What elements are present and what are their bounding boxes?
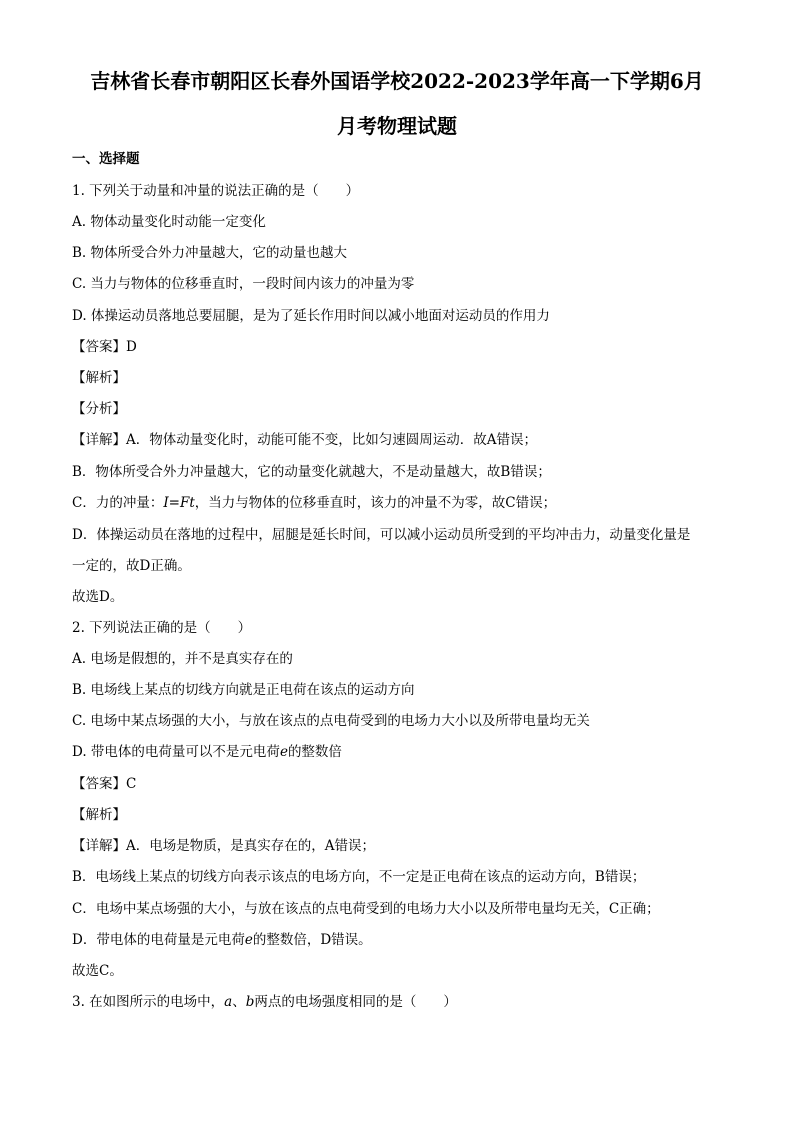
question-1-answer: 【答案】D bbox=[72, 339, 137, 355]
question-1-fenxi-label: 【分析】 bbox=[72, 401, 126, 417]
question-2-detail-b: B．电场线上某点的切线方向表示该点的电场方向，不一定是正电荷在该点的运动方向，B错误； bbox=[72, 869, 646, 885]
impulse-formula: I=Ft bbox=[163, 495, 195, 511]
document-title-line-2: 月考物理试题 bbox=[337, 114, 457, 138]
stem-prefix: 3. 在如图所示的电场中， bbox=[72, 994, 225, 1010]
question-1-stem: 1. 下列关于动量和冲量的说法正确的是（ ） bbox=[72, 183, 360, 199]
stem-suffix: 两点的电场强度相同的是（ ） bbox=[254, 994, 457, 1010]
question-2-stem: 2. 下列说法正确的是（ ） bbox=[72, 620, 252, 636]
detail-d-prefix: D．带电体的电荷量是元电荷 bbox=[72, 932, 245, 948]
document-title-line-1: 吉林省长春市朝阳区长春外国语学校2022-2023学年高一下学期6月 bbox=[90, 69, 704, 93]
question-2-detail-c: C．电场中某点场强的大小，与放在该点的点电荷受到的电场力大小以及所带电量均无关，C正确； bbox=[72, 901, 660, 917]
option-d-prefix: D. 带电体的电荷量可以不是元电荷 bbox=[72, 744, 280, 760]
question-1-detail-d-line-2: 一定的，故D正确。 bbox=[72, 558, 191, 574]
question-1-detail-c bbox=[72, 494, 556, 512]
question-2-detail-d bbox=[72, 931, 372, 949]
detail-c-suffix: ，当力与物体的位移垂直时，该力的冲量不为零，故C错误； bbox=[194, 495, 557, 511]
question-1-detail-d-line-1: D．体操运动员在落地的过程中，屈腿是延长时间，可以减小运动员所受到的平均冲击力，动量变化量是 bbox=[72, 527, 691, 543]
section-heading: 一、选择题 bbox=[72, 151, 140, 167]
question-1-conclusion: 故选D。 bbox=[72, 589, 124, 605]
question-1-option-b: B. 物体所受合外力冲量越大，它的动量也越大 bbox=[72, 245, 348, 261]
question-2-analysis-label: 【解析】 bbox=[72, 807, 126, 823]
elementary-charge-symbol: e bbox=[279, 744, 288, 760]
question-1-detail-b: B．物体所受合外力冲量越大，它的动量变化就越大，不是动量越大，故B错误； bbox=[72, 464, 551, 480]
question-2-conclusion: 故选C。 bbox=[72, 963, 123, 979]
detail-d-suffix: 的整数倍，D错误。 bbox=[252, 932, 372, 948]
question-1-option-c: C. 当力与物体的位移垂直时，一段时间内该力的冲量为零 bbox=[72, 276, 415, 292]
question-2-option-b: B. 电场线上某点的切线方向就是正电荷在该点的运动方向 bbox=[72, 682, 415, 698]
elementary-charge-symbol: e bbox=[244, 932, 253, 948]
option-d-suffix: 的整数倍 bbox=[287, 744, 342, 760]
question-2-option-a: A. 电场是假想的，并不是真实存在的 bbox=[72, 651, 293, 667]
question-3-stem bbox=[72, 993, 457, 1011]
question-2-option-c: C. 电场中某点场强的大小，与放在该点的点电荷受到的电场力大小以及所带电量均无关 bbox=[72, 713, 590, 729]
separator: 、 bbox=[232, 994, 246, 1010]
point-b-label: b bbox=[245, 994, 255, 1010]
question-2-detail-a: 【详解】A．电场是物质，是真实存在的，A错误； bbox=[72, 838, 375, 854]
question-2-option-d bbox=[72, 743, 342, 761]
question-2-answer: 【答案】C bbox=[72, 776, 137, 792]
point-a-label: a bbox=[224, 994, 233, 1010]
question-1-option-d: D. 体操运动员落地总要屈腿，是为了延长作用时间以减小地面对运动员的作用力 bbox=[72, 308, 550, 324]
question-1-analysis-label: 【解析】 bbox=[72, 370, 126, 386]
question-1-detail-a: 【详解】A．物体动量变化时，动能可能不变，比如匀速圆周运动．故A错误； bbox=[72, 432, 537, 448]
question-1-option-a: A. 物体动量变化时动能一定变化 bbox=[72, 214, 266, 230]
detail-c-prefix: C．力的冲量： bbox=[72, 495, 164, 511]
